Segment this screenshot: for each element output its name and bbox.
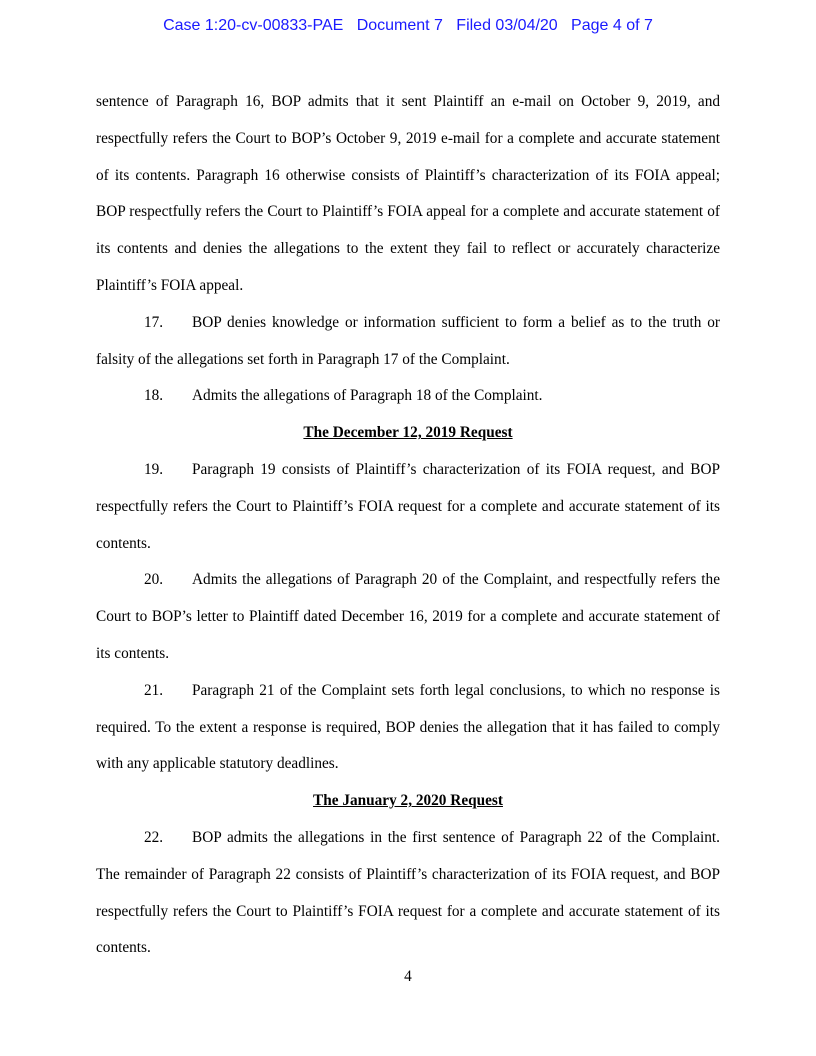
paragraph-18: [96, 378, 720, 415]
paragraph-number: 19.: [144, 460, 164, 478]
page-of: Page 4 of 7: [571, 17, 653, 34]
paragraph-number: 22.: [144, 828, 164, 846]
paragraph-number: 18.: [144, 387, 164, 405]
case-number: Case 1:20-cv-00833-PAE: [163, 17, 344, 34]
paragraph-number: 21.: [144, 681, 164, 699]
paragraph-21: [96, 673, 720, 783]
section-heading-december-request: The December 12, 2019 Request: [303, 424, 513, 442]
paragraph-text: Admits the allegations of Paragraph 20 of the Complaint, and respectfully refers the Court to BOP’s letter to Plaintiff dated December 16, 2019 for a complete and accurate statement of its contents.: [96, 571, 720, 662]
paragraph-text: Paragraph 21 of the Complaint sets forth legal conclusions, to which no response is required. To the extent a response is required, BOP denies the allegation that it has failed to comply with any applicable statutory deadlines.: [96, 681, 720, 773]
ecf-header: [0, 17, 816, 35]
filed-date: Filed 03/04/20: [456, 17, 558, 34]
section-heading-january-request: The January 2, 2020 Request: [313, 792, 503, 810]
paragraph-20: [96, 562, 720, 672]
paragraph-17: [96, 305, 720, 379]
paragraph-text: BOP admits the allegations in the first sentence of Paragraph 22 of the Complaint. The remainder of Paragraph 22 consists of Plaintiff’s characterization of its FOIA request, and BOP respectfully refers the Court to Plaintiff’s FOIA request for a complete and accurate statement of its contents.: [96, 828, 720, 957]
paragraph-19: [96, 452, 720, 562]
paragraph-16-continued: sentence of Paragraph 16, BOP admits that it sent Plaintiff an e-mail on October 9, 2019, and respectfully refers the Court to BOP’s October 9, 2019 e-mail for a complete and accurate statement of its contents. Paragraph 16 otherwise consists of Plaintiff’s characterization of its FOIA appeal; BOP respectfully refers the Court to Plaintiff’s FOIA appeal for a complete and accurate statement of its contents and denies the allegations to the extent they fail to reflect or accurately characterize Plaintiff’s FOIA appeal.: [96, 93, 720, 294]
paragraph-22: [96, 820, 720, 967]
document-body: [96, 84, 720, 967]
paragraph-text: Admits the allegations of Paragraph 18 of the Complaint.: [192, 387, 543, 405]
paragraph-text: Paragraph 19 consists of Plaintiff’s characterization of its FOIA request, and BOP respectfully refers the Court to Plaintiff’s FOIA request for a complete and accurate statement of its contents.: [96, 460, 720, 552]
document-number: Document 7: [356, 17, 443, 34]
paragraph-text: BOP denies knowledge or information sufficient to form a belief as to the truth or falsity of the allegations set forth in Paragraph 17 of the Complaint.: [96, 313, 720, 368]
page-number: 4: [404, 968, 412, 985]
paragraph-number: 20.: [144, 571, 164, 589]
paragraph-number: 17.: [144, 313, 164, 331]
